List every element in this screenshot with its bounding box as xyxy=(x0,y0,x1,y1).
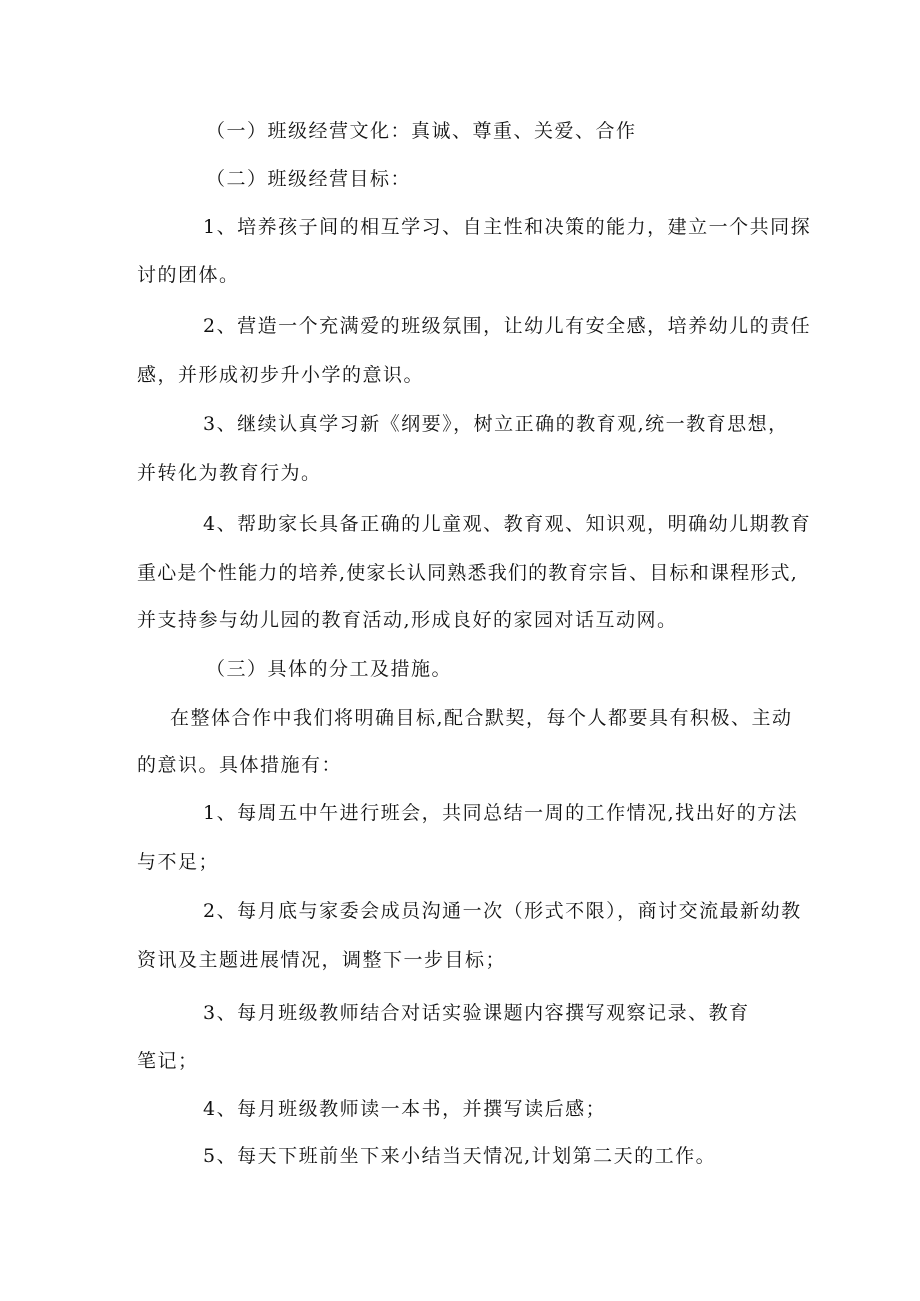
measure-3-line-2: 笔记； xyxy=(137,1050,199,1072)
heading-class-culture: （一）班级经营文化：真诚、尊重、关爱、合作 xyxy=(206,120,637,142)
intro-line-1: 在整体合作中我们将明确目标,配合默契，每个人都要具有积极、主动 xyxy=(170,707,793,729)
goal-3-line-2: 并转化为教育行为。 xyxy=(137,462,322,484)
measure-3-line-1: 3、每月班级教师结合对话实验课题内容撰写观察记录、教育 xyxy=(203,1002,750,1024)
measure-4: 4、每月班级教师读一本书，并撰写读后感； xyxy=(203,1098,607,1120)
goal-1-line-2: 讨的团体。 xyxy=(137,264,240,286)
measure-2-line-1: 2、每月底与家委会成员沟通一次（形式不限），商讨交流最新幼教 xyxy=(203,900,802,922)
goal-2-line-2: 感，并形成初步升小学的意识。 xyxy=(137,364,425,386)
measure-2-line-2: 资讯及主题进展情况，调整下一步目标； xyxy=(137,949,507,971)
heading-measures: （三）具体的分工及措施。 xyxy=(206,658,453,680)
goal-4-line-3: 并支持参与幼儿园的教育活动,形成良好的家园对话互动网。 xyxy=(137,609,678,631)
measure-5: 5、每天下班前坐下来小结当天情况,计划第二天的工作。 xyxy=(203,1145,717,1167)
goal-4-line-2: 重 心 是 个 性 能 力 的 培 养 , 使 家 长 认 同 熟 悉 我 们 的 教 育 宗 旨 、 目 标 和 课 程 形 式 , xyxy=(137,562,797,584)
goal-3-line-1: 3、继续认真学习新《纲要》，树立正确的教育观,统一教育思想， xyxy=(203,413,789,435)
measure-1-line-2: 与不足； xyxy=(137,851,220,873)
measure-1-line-1: 1、每周五中午进行班会，共同总结一周的工作情况,找出好的方法 xyxy=(203,802,799,824)
intro-line-2: 的意识。具体措施有： xyxy=(137,754,343,776)
heading-class-goals: （二）班级经营目标： xyxy=(206,168,412,190)
goal-2-line-1: 2、营造一个充满爱的班级氛围，让幼儿有安全感，培养幼儿的责任 xyxy=(203,315,812,337)
goal-1-line-1: 1、培养孩子间的相互学习、自主性和决策的能力，建立一个共同探 xyxy=(203,216,812,238)
goal-4-line-1: 4、帮助家长具备正确的儿童观、教育观、知识观，明确幼儿期教育 xyxy=(203,513,812,535)
